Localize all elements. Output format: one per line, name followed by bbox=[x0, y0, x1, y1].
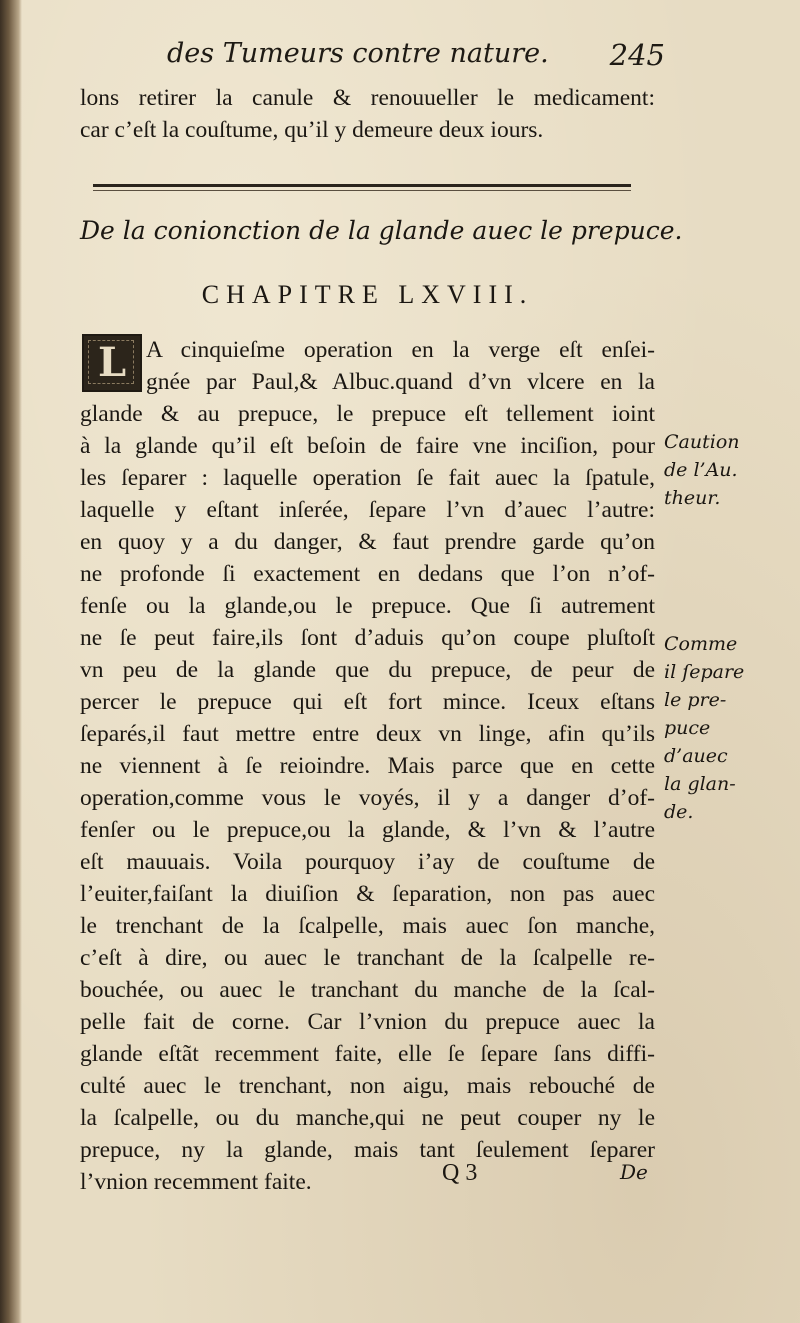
text-line: pelle fait de corne. Car l’vnion du prepuce auec la bbox=[80, 1009, 655, 1035]
marginal-note-line: Comme bbox=[664, 633, 738, 655]
marginal-note-line: Caution bbox=[664, 431, 740, 453]
drop-cap-initial bbox=[82, 334, 142, 392]
section-heading: De la conionction de la glande auec le prepuce. bbox=[80, 216, 683, 245]
book-binding-shadow bbox=[0, 0, 22, 1323]
text-line: bouchée, ou auec le tranchant du manche de la ſcal- bbox=[80, 977, 655, 1003]
marginal-note-line: le pre- bbox=[664, 689, 727, 711]
marginal-note-line: de l’Au. bbox=[664, 459, 738, 481]
running-head bbox=[145, 36, 665, 80]
text-line: ne ſe peut faire,ils ſont d’aduis qu’on coupe pluſtoſt bbox=[80, 625, 655, 651]
text-line: fenſer ou le prepuce,ou la glande, & l’vn & l’autre bbox=[80, 817, 655, 843]
page-footer bbox=[80, 1160, 655, 1200]
text-line: ſeparés,il faut mettre entre deux vn linge, afin qu’ils bbox=[80, 721, 655, 747]
text-line: car c’eſt la couſtume, qu’il y demeure deux iours. bbox=[80, 117, 544, 143]
running-title: des Tumeurs contre nature. bbox=[167, 38, 549, 69]
marginal-note-line: d’auec bbox=[664, 745, 728, 767]
marginal-note-method bbox=[664, 630, 744, 826]
text-line: en quoy y a du danger, & faut prendre garde qu’on bbox=[80, 529, 655, 555]
text-line: lons retirer la canule & renouueller le medicament: bbox=[80, 85, 655, 111]
marginal-note-caution bbox=[664, 428, 740, 512]
page-number: 245 bbox=[609, 38, 665, 72]
signature-mark: Q 3 bbox=[442, 1160, 478, 1186]
section-divider bbox=[93, 184, 631, 187]
text-line: vn peu de la glande que du prepuce, de peur de bbox=[80, 657, 655, 683]
text-line: fenſe ou la glande,ou le prepuce. Que ſi autrement bbox=[80, 593, 655, 619]
continued-text bbox=[80, 82, 655, 146]
text-line: le trenchant de la ſcalpelle, mais auec ſon manche, bbox=[80, 913, 655, 939]
text-line: à la glande qu’il eſt beſoin de faire vne inciſion, pour bbox=[80, 433, 655, 459]
text-line: l’vnion recemment faite. bbox=[80, 1169, 312, 1195]
marginal-note-line: puce bbox=[664, 717, 711, 739]
text-line: operation,comme vous le voyés, il y a danger d’of- bbox=[80, 785, 655, 811]
text-line: A cinquieſme operation en la verge eſt enſei- bbox=[146, 337, 655, 363]
text-line: ne profonde ſi exactement en dedans que l’on n’of- bbox=[80, 561, 655, 587]
text-line: glande eſtãt recemment faite, elle ſe ſepare ſans diffi- bbox=[80, 1041, 655, 1067]
section-divider-thin bbox=[93, 190, 631, 191]
text-line: l’euiter,faiſant la diuiſion & ſeparation, non pas auec bbox=[80, 881, 655, 907]
text-line: laquelle y eſtant inſerée, ſepare l’vn d’auec l’autre: bbox=[80, 497, 655, 523]
text-line: eſt mauuais. Voila pourquoy i’ay de couſtume de bbox=[80, 849, 655, 875]
text-line: culté auec le trenchant, non aigu, mais rebouché de bbox=[80, 1073, 655, 1099]
marginal-note-line: la glan- bbox=[664, 773, 736, 795]
body-text-indented bbox=[146, 334, 655, 398]
text-line: les ſeparer : laquelle operation ſe fait auec la ſpatule, bbox=[80, 465, 655, 491]
body-text bbox=[80, 398, 655, 1198]
catchword: De bbox=[620, 1160, 648, 1184]
text-line: gnée par Paul,& Albuc.quand d’vn vlcere en la bbox=[146, 369, 655, 395]
text-line: la ſcalpelle, ou du manche,qui ne peut couper ny le bbox=[80, 1105, 655, 1131]
drop-cap-letter: L bbox=[97, 339, 127, 386]
text-line: prepuce, ny la glande, mais tant ſeulement ſeparer bbox=[80, 1137, 655, 1163]
text-line: ne viennent à ſe reioindre. Mais parce que en cette bbox=[80, 753, 655, 779]
chapter-heading: CHAPITRE LXVIII. bbox=[201, 280, 534, 309]
marginal-note-line: theur. bbox=[664, 487, 721, 509]
text-line: glande & au prepuce, le prepuce eſt tellement ioint bbox=[80, 401, 655, 427]
marginal-note-line: il ſepare bbox=[664, 661, 745, 683]
text-line: c’eſt à dire, ou auec le tranchant de la ſcalpelle re- bbox=[80, 945, 655, 971]
text-line: percer le prepuce qui eſt fort mince. Iceux eſtans bbox=[80, 689, 655, 715]
marginal-note-line: de. bbox=[664, 801, 694, 823]
